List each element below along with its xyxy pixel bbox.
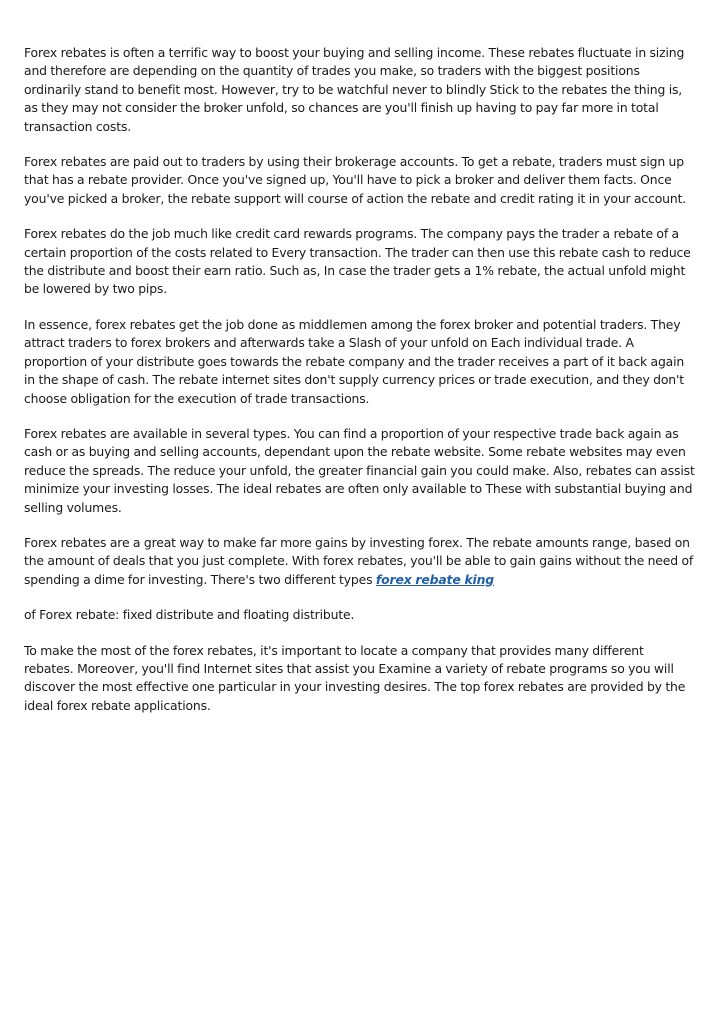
paragraph-3: Forex rebates do the job much like credit card rewards programs. The company pays the trader a rebate of a certain proportion of the costs related to Every transaction. The trader can then use this rebate cash to reduce the distribute and boost their earn ratio. Such as, In case the trader gets a 1% rebate, the actual unfold might be lowered by two pips.	[24, 226, 691, 297]
paragraph-6	[24, 534, 696, 589]
paragraph-5: Forex rebates are available in several types. You can find a proportion of your respective trade back again as cash or as buying and selling accounts, dependant upon the rebate website. Some rebate websites may even reduce the spreads. The reduce your unfold, the greater financial gain you could make. Also, rebates can assist minimize your investing losses. The ideal rebates are often only available to These with substantial buying and selling volumes.	[24, 425, 695, 515]
paragraph-4: In essence, forex rebates get the job done as middlemen among the forex broker and potential traders. They attract traders to forex brokers and afterwards take a Slash of your unfold on Each individual trade. A proportion of your distribute goes towards the rebate company and the trader receives a part of it back again in the shape of cash. The rebate internet sites don't supply currency prices or trade execution, and they don't choose obligation for the execution of trade transactions.	[24, 316, 685, 406]
document-body	[24, 44, 696, 732]
forex-rebate-king-link[interactable]: forex rebate king	[375, 571, 495, 587]
paragraph-2: Forex rebates are paid out to traders by using their brokerage accounts. To get a rebate, traders must sign up that has a rebate provider. Once you've signed up, You'll have to pick a broker and deliver them facts. Once you've picked a broker, the rebate support will course of action the rebate and credit rating it in your account.	[24, 154, 687, 206]
paragraph-6-text: Forex rebates are a great way to make far more gains by investing forex. The rebate amounts range, based on the amount of deals that you just complete. With forex rebates, you'll be able to gain gains without the need of spending a dime for investing. There's two different types	[24, 534, 694, 587]
paragraph-1: Forex rebates is often a terrific way to boost your buying and selling income. These rebates fluctuate in sizing and therefore are depending on the quantity of trades you make, so traders with the biggest positions ordinarily stand to benefit most. However, try to be watchful never to blindly Stick to the rebates the thing is, as they may not consider the broker unfold, so chances are you'll finish up having to pay far more in total transaction costs.	[24, 45, 685, 134]
paragraph-8: To make the most of the forex rebates, it's important to locate a company that provides many different rebates. Moreover, you'll find Internet sites that assist you Examine a variety of rebate programs so you will discover the most effective one particular in your investing desires. The top forex rebates are provided by the ideal forex rebate applications.	[24, 642, 686, 713]
paragraph-7: of Forex rebate: fixed distribute and floating distribute.	[24, 607, 355, 623]
